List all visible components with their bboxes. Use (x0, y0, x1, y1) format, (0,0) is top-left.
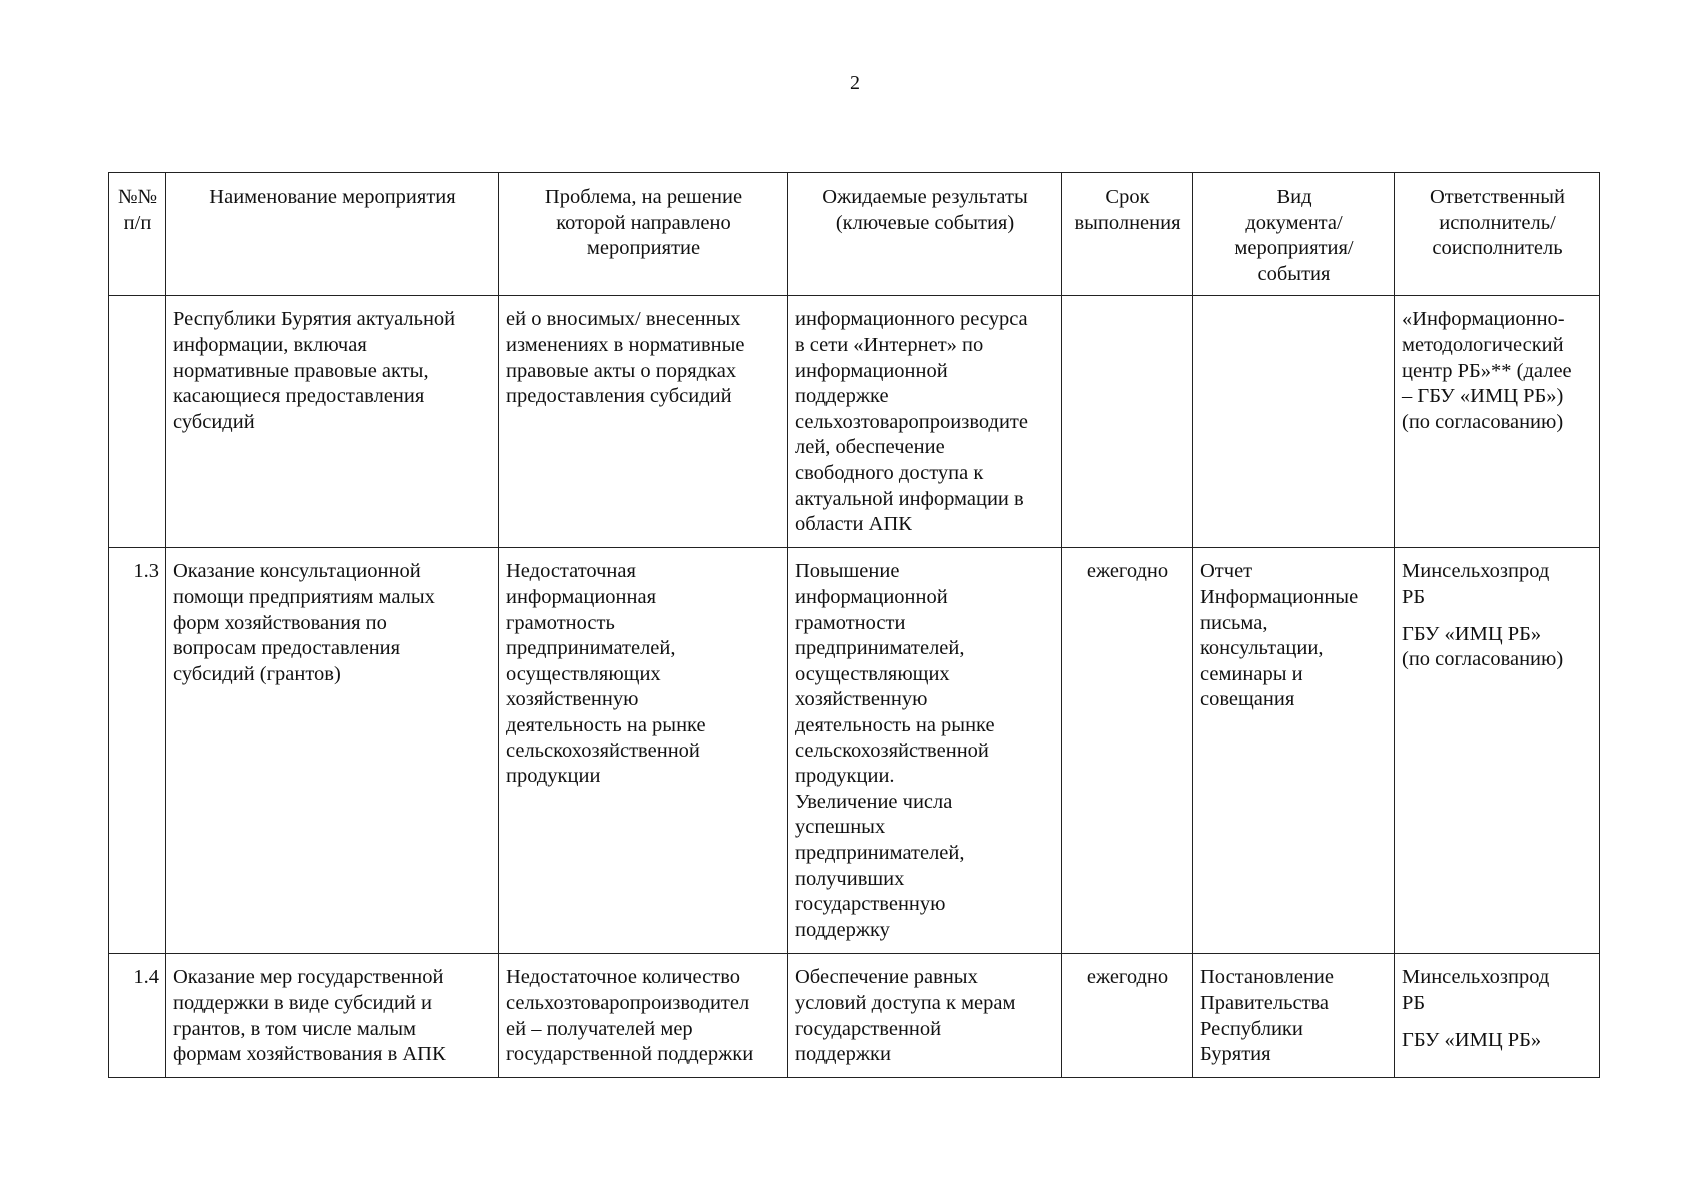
page-number: 2 (850, 72, 860, 94)
header-deadline: Срок выполнения (1062, 173, 1193, 296)
row-deadline (1062, 296, 1193, 548)
row-measure-name: Оказание консультационной помощи предприятиям малых форм хозяйствования по вопросам предоставления субсидий (грантов) (166, 548, 499, 954)
table-row (109, 954, 1600, 1078)
row-measure-name: Республики Бурятия актуальной информации, включая нормативные правовые акты, касающиеся предоставления субсидий (166, 296, 499, 548)
header-problem: Проблема, на решение которой направлено мероприятие (499, 173, 788, 296)
header-document-type: Вид документа/ мероприятия/ события (1193, 173, 1395, 296)
row-responsible-primary: Минсельхозпрод РБ (1402, 966, 1550, 1014)
row-responsible-co-executor: ГБУ «ИМЦ РБ» (1402, 1028, 1542, 1051)
row-responsible (1395, 296, 1600, 548)
row-number (109, 296, 166, 548)
row-problem: ей о вносимых/ внесенных изменениях в нормативные правовые акты о порядках предоставления субсидий (499, 296, 788, 548)
row-responsible (1395, 548, 1600, 954)
row-expected-results: информационного ресурса в сети «Интернет» по информационной поддержке сельхозтоваропроизводите лей, обеспечение свободного доступа к актуальной информации в области АПК (788, 296, 1062, 548)
row-number: 1.4 (109, 954, 166, 1078)
row-number: 1.3 (109, 548, 166, 954)
table-row (109, 548, 1600, 954)
row-measure-name: Оказание мер государственной поддержки в виде субсидий и грантов, в том числе малым формам хозяйствования в АПК (166, 954, 499, 1078)
row-responsible (1395, 954, 1600, 1078)
row-deadline: ежегодно (1062, 954, 1193, 1078)
row-document-type: Отчет Информационные письма, консультации, семинары и совещания (1193, 548, 1395, 954)
table-row (109, 296, 1600, 548)
row-document-type (1193, 296, 1395, 548)
header-expected-results: Ожидаемые результаты (ключевые события) (788, 173, 1062, 296)
row-problem: Недостаточная информационная грамотность предпринимателей, осуществляющих хозяйственную деятельность на рынке сельскохозяйственной продукции (499, 548, 788, 954)
header-measure-name: Наименование мероприятия (166, 173, 499, 296)
row-responsible-co-executor: ГБУ «ИМЦ РБ» (по согласованию) (1402, 622, 1564, 671)
header-responsible: Ответственный исполнитель/ соисполнитель (1395, 173, 1600, 296)
row-responsible-primary: «Информационно- методологический центр РБ»** (далее – ГБУ «ИМЦ РБ») (по согласованию) (1402, 308, 1572, 433)
table-header-row (109, 173, 1600, 296)
row-problem: Недостаточное количество сельхозтоваропроизводител ей – получателей мер государственной поддержки (499, 954, 788, 1078)
row-document-type: Постановление Правительства Республики Бурятия (1193, 954, 1395, 1078)
row-responsible-primary: Минсельхозпрод РБ (1402, 560, 1550, 608)
row-deadline: ежегодно (1062, 548, 1193, 954)
row-expected-results: Обеспечение равных условий доступа к мерам государственной поддержки (788, 954, 1062, 1078)
row-expected-results: Повышение информационной грамотности предпринимателей, осуществляющих хозяйственную деятельность на рынке сельскохозяйственной продукции. Увеличение числа успешных предпринимателей, получивших государственную поддержку (788, 548, 1062, 954)
header-number: №№ п/п (109, 173, 166, 296)
measures-table (108, 172, 1600, 1078)
